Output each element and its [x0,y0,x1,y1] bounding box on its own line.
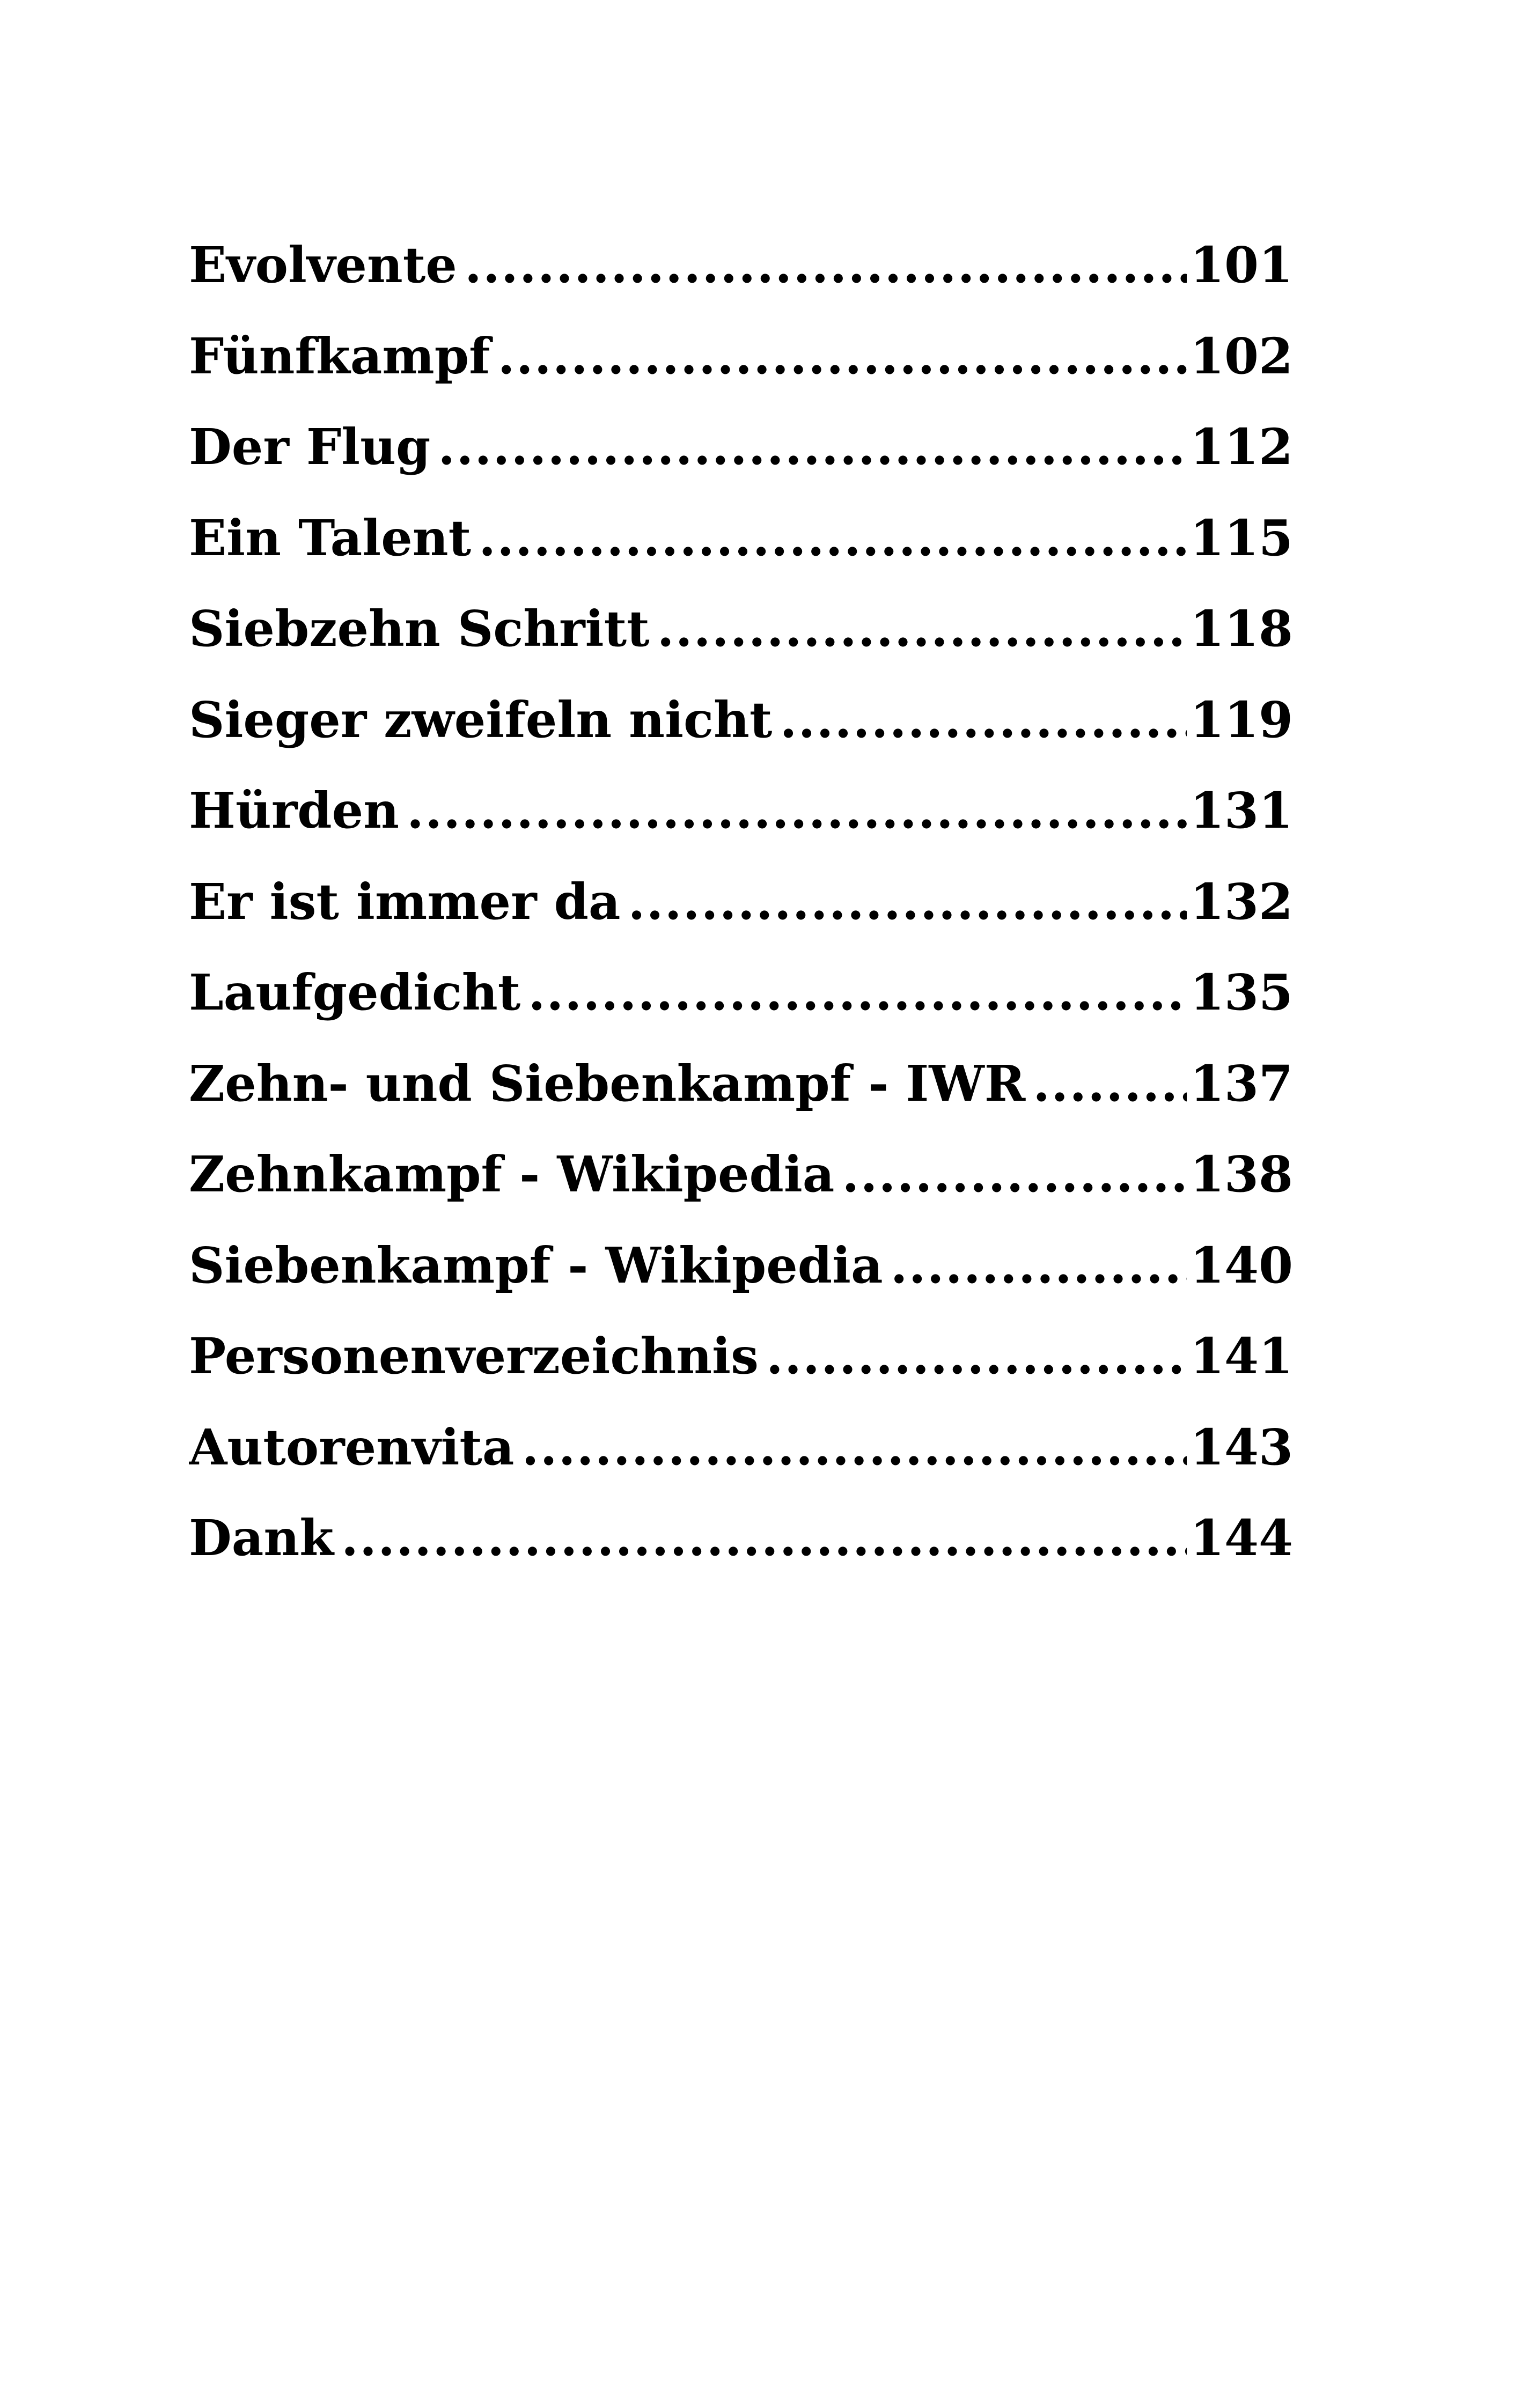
toc-entry-title: Siebenkampf - Wikipedia [189,1236,883,1294]
toc-entry-page: 135 [1189,963,1293,1021]
toc-dot-leader [479,493,1187,584]
toc-entry-title: Dank [189,1509,334,1567]
toc-entry-page: 138 [1189,1145,1293,1203]
toc-entry-title: Personenverzeichnis [189,1327,759,1385]
toc-entry-page: 132 [1189,872,1293,931]
toc-entry[interactable] [189,947,1293,1039]
toc-entry-title: Sieger zweifeln nicht [189,690,773,749]
toc-entry[interactable] [189,765,1293,857]
table-of-contents [189,220,1293,1584]
toc-entry-page: 131 [1189,782,1293,840]
toc-entry[interactable] [189,1311,1293,1402]
toc-dot-leader [528,947,1187,1039]
toc-entry-page: 141 [1189,1327,1293,1385]
toc-entry-page: 118 [1189,600,1293,658]
toc-dot-leader [341,1493,1187,1584]
toc-dot-leader [522,1402,1187,1493]
toc-entry[interactable] [189,675,1293,766]
toc-entry-title: Evolvente [189,236,457,294]
toc-dot-leader [780,675,1187,766]
toc-entry-title: Fünfkampf [189,327,490,385]
toc-dot-leader [407,765,1187,857]
toc-dot-leader [465,220,1187,311]
toc-dot-leader [842,1129,1187,1220]
toc-entry-title: Hürden [189,782,400,840]
toc-entry[interactable] [189,1220,1293,1312]
toc-entry-page: 140 [1189,1236,1293,1294]
toc-entry-page: 115 [1189,509,1293,567]
toc-entry-page: 101 [1189,236,1293,294]
toc-dot-leader [891,1220,1187,1312]
toc-entry-page: 137 [1189,1054,1293,1113]
toc-dot-leader [438,402,1187,493]
toc-dot-leader [498,311,1187,402]
toc-entry[interactable] [189,311,1293,402]
toc-dot-leader [657,584,1187,675]
toc-entry-page: 102 [1189,327,1293,385]
toc-entry[interactable] [189,493,1293,584]
toc-entry[interactable] [189,1039,1293,1130]
toc-entry[interactable] [189,402,1293,493]
toc-entry-page: 144 [1189,1509,1293,1567]
toc-entry[interactable] [189,220,1293,311]
toc-entry[interactable] [189,857,1293,948]
toc-entry[interactable] [189,584,1293,675]
toc-entry-title: Ein Talent [189,509,472,567]
toc-dot-leader [628,857,1187,948]
toc-entry-page: 119 [1189,690,1293,749]
toc-entry[interactable] [189,1493,1293,1584]
toc-dot-leader [766,1311,1187,1402]
toc-entry-title: Zehn- und Siebenkampf - IWR [189,1054,1026,1113]
toc-entry-title: Laufgedicht [189,963,521,1021]
toc-dot-leader [1033,1039,1187,1130]
toc-entry-title: Er ist immer da [189,872,621,931]
toc-entry-page: 143 [1189,1418,1293,1476]
toc-entry-title: Der Flug [189,418,431,476]
toc-entry-title: Siebzehn Schritt [189,600,650,658]
toc-entry[interactable] [189,1402,1293,1493]
toc-entry-title: Autorenvita [189,1418,515,1476]
toc-entry-title: Zehnkampf - Wikipedia [189,1145,835,1203]
toc-entry[interactable] [189,1129,1293,1220]
toc-entry-page: 112 [1189,418,1293,476]
